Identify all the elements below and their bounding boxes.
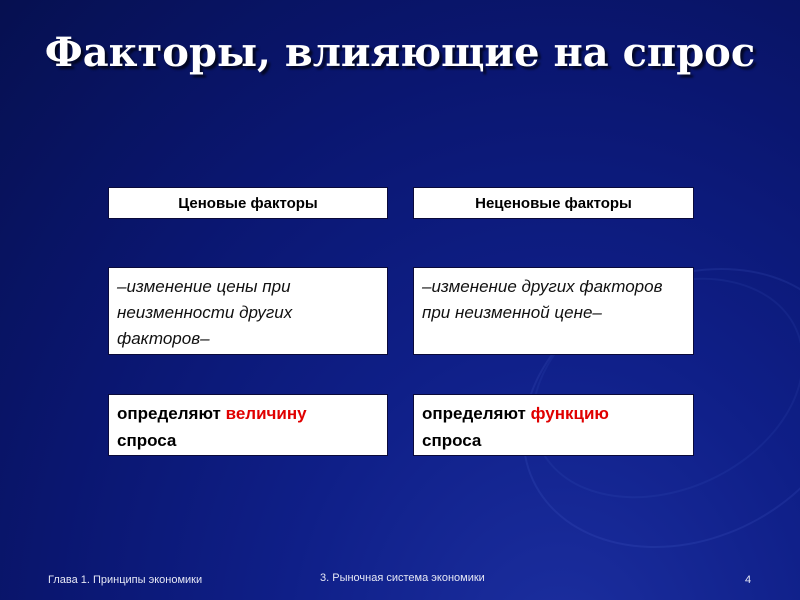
page-number: 4 bbox=[745, 574, 752, 586]
price-factors-definition bbox=[108, 394, 388, 456]
slide-title: Факторы, влияющие на спрос bbox=[44, 29, 756, 76]
definition-suffix: спроса bbox=[422, 431, 482, 450]
definition-suffix: спроса bbox=[117, 431, 177, 450]
nonprice-factors-description: –изменение других факторов при неизменной цене– bbox=[413, 267, 694, 355]
definition-prefix: определяют bbox=[117, 404, 226, 423]
footer-chapter: Глава 1. Принципы экономики bbox=[48, 574, 203, 586]
price-factors-description: –изменение цены при неизменности других факторов– bbox=[108, 267, 388, 355]
definition-highlight: величину bbox=[225, 404, 307, 423]
nonprice-factors-definition bbox=[413, 394, 694, 456]
price-factors-header: Ценовые факторы bbox=[108, 187, 388, 219]
definition-prefix: определяют bbox=[422, 404, 531, 423]
definition-highlight: функцию bbox=[530, 404, 609, 423]
nonprice-factors-header: Неценовые факторы bbox=[413, 187, 694, 219]
footer-section: 3. Рыночная система экономики bbox=[320, 572, 485, 584]
